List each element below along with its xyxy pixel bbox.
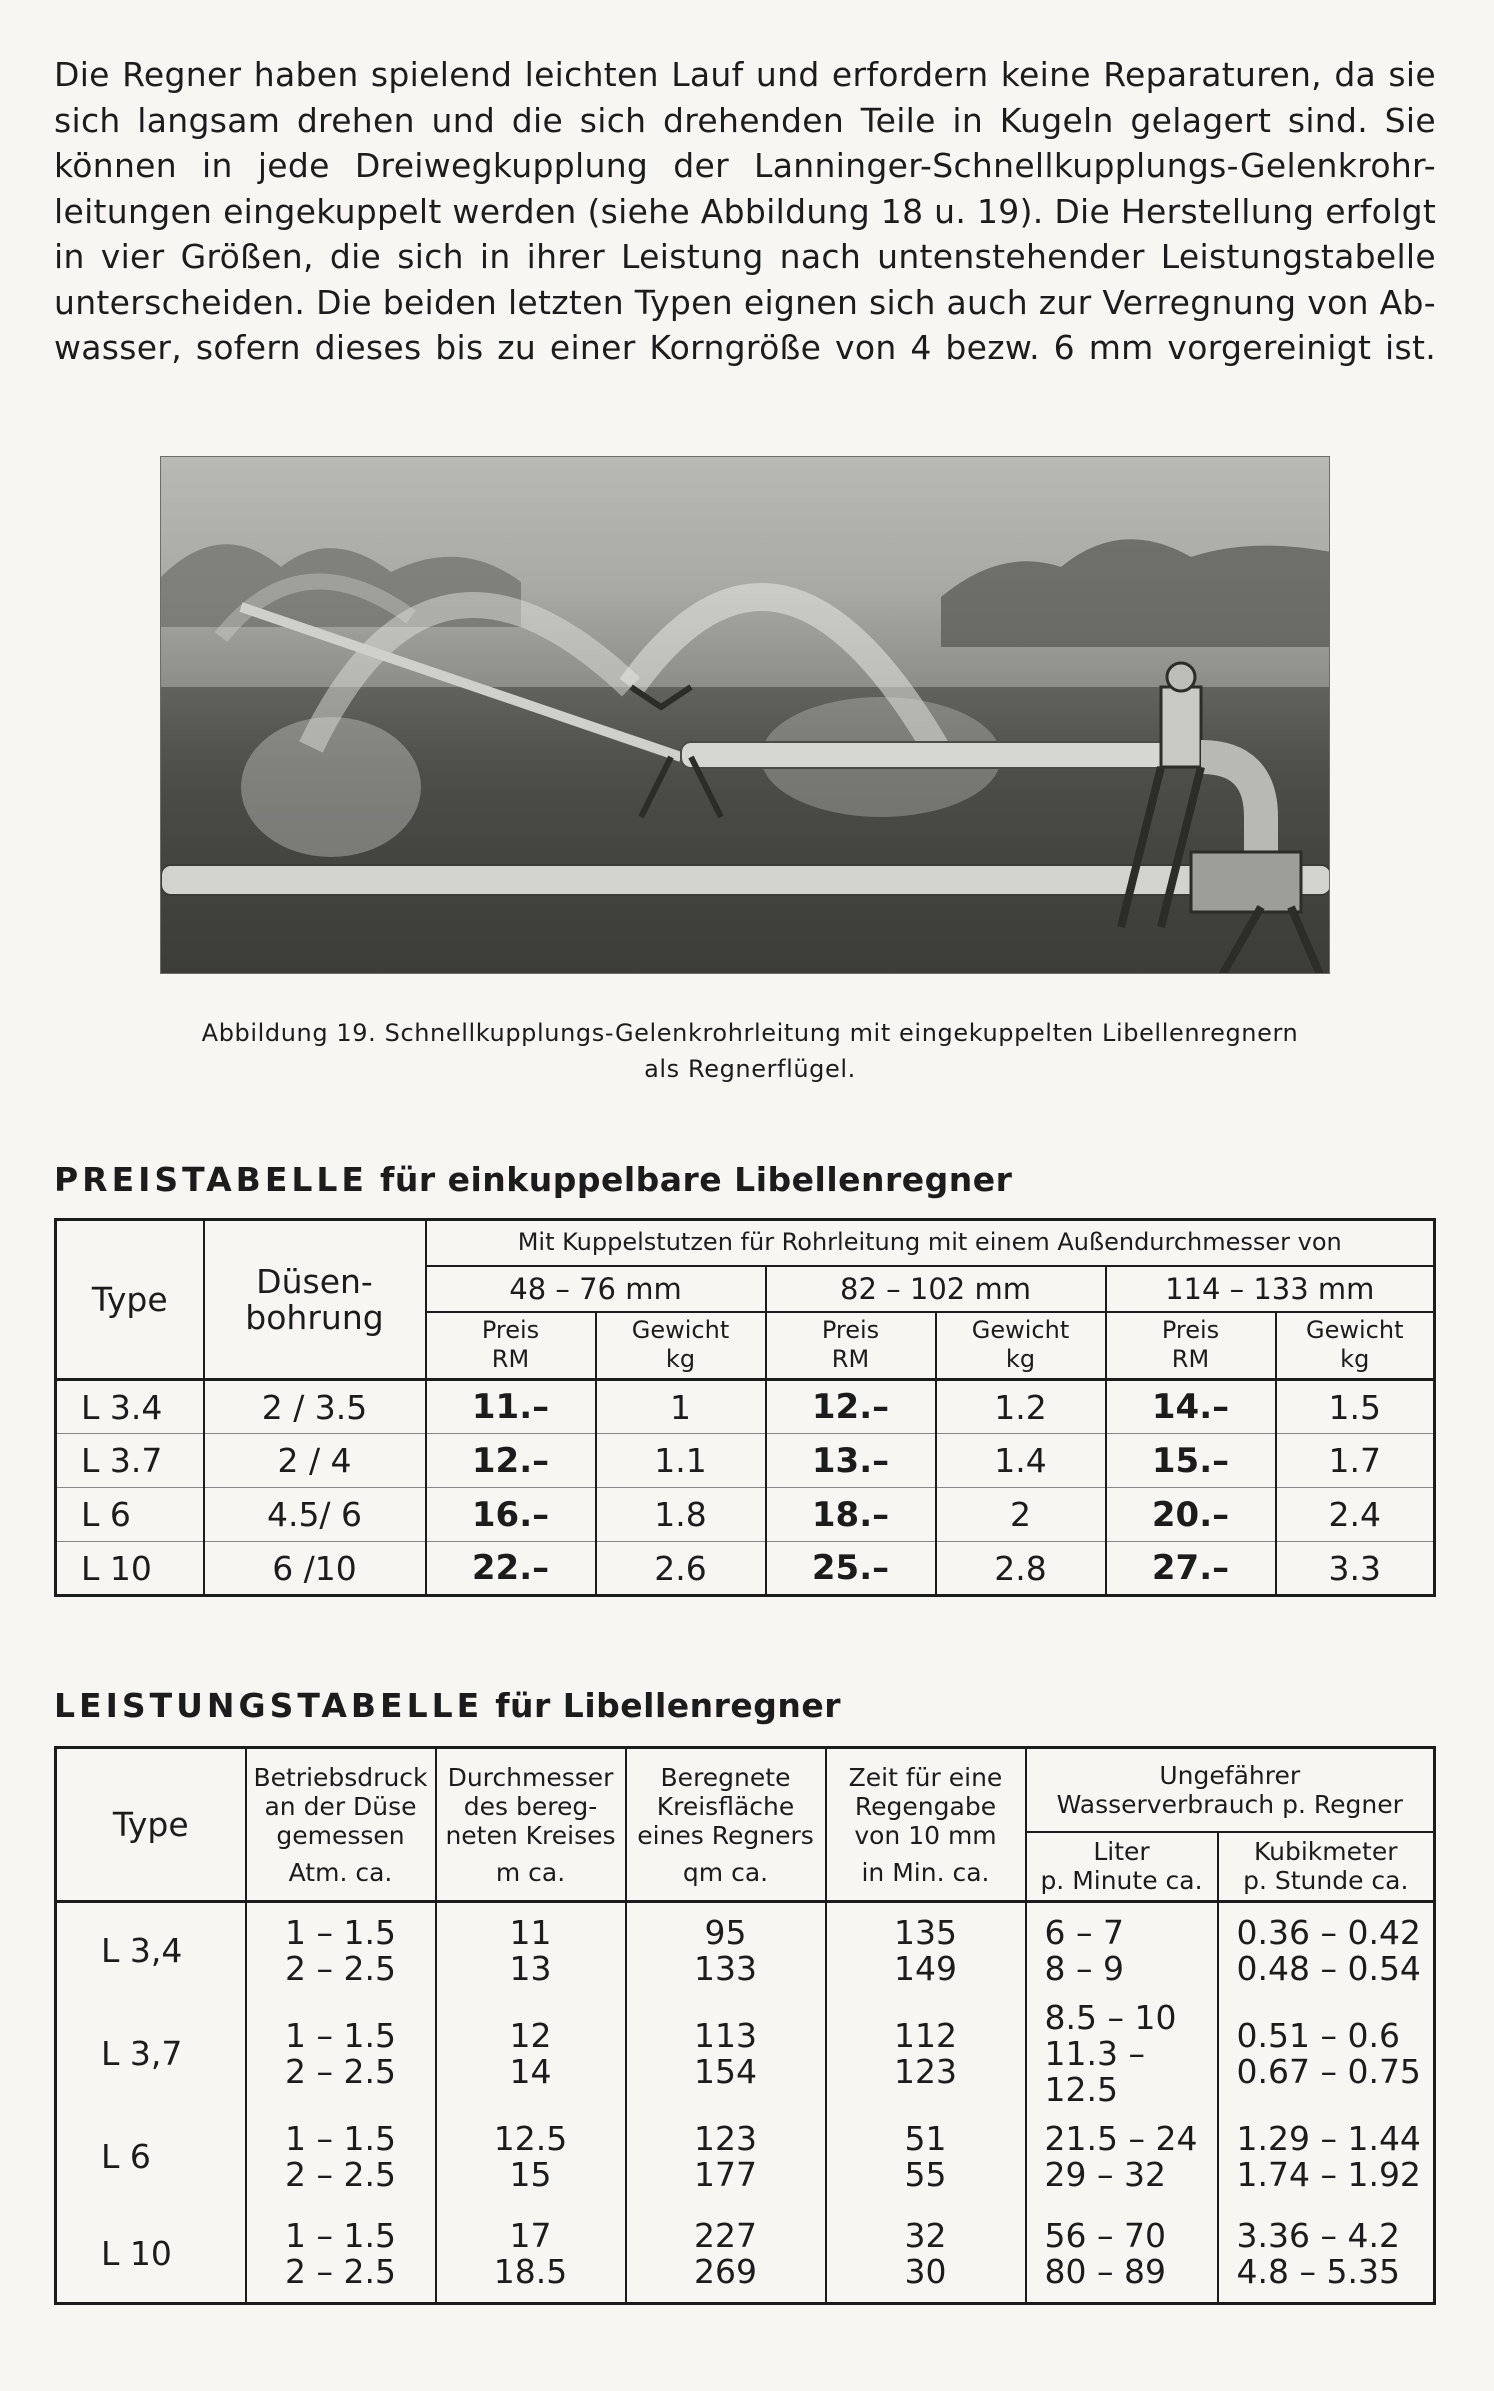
cell-duese: 2 / 4 bbox=[204, 1434, 426, 1488]
cell-value: 154 bbox=[694, 2051, 757, 2091]
sub-preis: Preis RM bbox=[426, 1312, 596, 1380]
cell-flaeche bbox=[626, 2000, 826, 2108]
table-row bbox=[56, 1542, 1435, 1596]
cell-value: 112 bbox=[894, 2015, 957, 2055]
cell-gewicht: 1.4 bbox=[936, 1434, 1106, 1488]
col-druck-unit: Atm. ca. bbox=[288, 1857, 393, 1887]
group-header: 82 – 102 mm bbox=[766, 1266, 1106, 1312]
cell-type: L 6 bbox=[56, 2108, 246, 2206]
cell-type: L 3.7 bbox=[56, 1434, 204, 1488]
col-flaeche-label: Beregnete Kreisfläche eines Regners bbox=[637, 1762, 814, 1850]
cell-duese: 4.5/ 6 bbox=[204, 1488, 426, 1542]
cell-value: 1 – 1.5 bbox=[285, 2015, 396, 2055]
cell-gewicht: 3.3 bbox=[1276, 1542, 1435, 1596]
cell-value: 2 – 2.5 bbox=[285, 2154, 396, 2194]
performance-table-heading-rest: für Libellenregner bbox=[495, 1686, 842, 1725]
cell-liter bbox=[1026, 2206, 1218, 2304]
cell-value: 30 bbox=[904, 2251, 947, 2291]
cell-type: L 10 bbox=[56, 1542, 204, 1596]
caption-line: Abbildung 19. Schnellkupplungs-Gelenkrohrleitung mit eingekuppelten Libellenregnern bbox=[201, 1019, 1299, 1047]
cell-preis: 22.– bbox=[426, 1542, 596, 1596]
cell-value: 123 bbox=[894, 2051, 957, 2091]
col-kubik: Kubikmeter p. Stunde ca. bbox=[1218, 1832, 1435, 1902]
table-row bbox=[56, 1488, 1435, 1542]
intro-line: Die Regner haben spielend leichten Lauf und erfordern keine Reparaturen, da sie bbox=[54, 55, 1436, 94]
cell-value: 1 – 1.5 bbox=[285, 2118, 396, 2158]
cell-durch bbox=[436, 2108, 626, 2206]
col-zeit bbox=[826, 1748, 1026, 1902]
cell-value: 55 bbox=[904, 2154, 947, 2194]
cell-gewicht: 2.6 bbox=[596, 1542, 766, 1596]
cell-preis: 20.– bbox=[1106, 1488, 1276, 1542]
performance-table-heading-caps: LEISTUNGSTABELLE bbox=[54, 1686, 484, 1725]
cell-gewicht: 1.8 bbox=[596, 1488, 766, 1542]
cell-value: 8 – 9 bbox=[1044, 1949, 1124, 1989]
intro-line: unterscheiden. Die beiden letzten Typen eignen sich auch zur Verregnung von Ab- bbox=[54, 282, 1436, 322]
cell-durch bbox=[436, 2000, 626, 2108]
cell-type: L 6 bbox=[56, 1488, 204, 1542]
cell-gewicht: 1.7 bbox=[1276, 1434, 1435, 1488]
performance-table bbox=[54, 1746, 1436, 2305]
cell-liter bbox=[1026, 1997, 1218, 2109]
cell-value: 1 – 1.5 bbox=[285, 1913, 396, 1953]
col-type: Type bbox=[56, 1220, 204, 1380]
intro-line: sich langsam drehen und die sich drehenden Teile in Kugeln gelagert sind. Sie bbox=[54, 100, 1436, 140]
col-druck-label: Betriebsdruck an der Düse gemessen bbox=[253, 1762, 428, 1850]
cell-value: 227 bbox=[694, 2215, 757, 2255]
cell-durch bbox=[436, 2206, 626, 2304]
cell-value: 1.29 – 1.44 bbox=[1236, 2118, 1421, 2158]
cell-value: 11.3 – 12.5 bbox=[1044, 2033, 1145, 2109]
cell-value: 177 bbox=[694, 2154, 757, 2194]
cell-value: 8.5 – 10 bbox=[1044, 1997, 1177, 2037]
photo-caption bbox=[150, 1015, 1350, 1087]
cell-value: 123 bbox=[694, 2118, 757, 2158]
cell-type: L 3.4 bbox=[56, 1380, 204, 1434]
span-header: Mit Kuppelstutzen für Rohrleitung mit einem Außendurchmesser von bbox=[426, 1220, 1435, 1266]
table-row bbox=[56, 1902, 1435, 2000]
cell-value: 12 bbox=[509, 2015, 552, 2055]
cell-value: 0.51 – 0.6 bbox=[1236, 2015, 1400, 2055]
cell-value: 17 bbox=[509, 2215, 552, 2255]
cell-value: 0.36 – 0.42 bbox=[1236, 1913, 1421, 1953]
cell-value: 95 bbox=[704, 1913, 747, 1953]
cell-value: 51 bbox=[904, 2118, 947, 2158]
cell-gewicht: 1.5 bbox=[1276, 1380, 1435, 1434]
cell-gewicht: 2.8 bbox=[936, 1542, 1106, 1596]
cell-preis: 11.– bbox=[426, 1380, 596, 1434]
cell-gewicht: 2 bbox=[936, 1488, 1106, 1542]
col-druck bbox=[246, 1748, 436, 1902]
group-header: 114 – 133 mm bbox=[1106, 1266, 1435, 1312]
cell-value: 12.5 bbox=[493, 2118, 568, 2158]
cell-preis: 25.– bbox=[766, 1542, 936, 1596]
sub-gewicht: Gewicht kg bbox=[596, 1312, 766, 1380]
cell-value: 135 bbox=[894, 1913, 957, 1953]
cell-value: 13 bbox=[509, 1949, 552, 1989]
cell-kubik bbox=[1218, 2206, 1435, 2304]
cell-value: 80 – 89 bbox=[1044, 2251, 1166, 2291]
price-table-heading-rest: für einkuppelbare Libellenregner bbox=[379, 1160, 1013, 1199]
price-table-heading-caps: PREISTABELLE bbox=[54, 1160, 368, 1199]
caption-line: als Regnerflügel. bbox=[644, 1055, 856, 1083]
cell-druck bbox=[246, 1902, 436, 2000]
price-table bbox=[54, 1218, 1436, 1597]
cell-value: 1.74 – 1.92 bbox=[1236, 2154, 1421, 2194]
cell-flaeche bbox=[626, 2206, 826, 2304]
cell-value: 2 – 2.5 bbox=[285, 2251, 396, 2291]
cell-value: 14 bbox=[509, 2051, 552, 2091]
cell-value: 133 bbox=[694, 1949, 757, 1989]
col-durchmesser bbox=[436, 1748, 626, 1902]
col-duese: Düsen- bohrung bbox=[204, 1220, 426, 1380]
cell-value: 2 – 2.5 bbox=[285, 1949, 396, 1989]
cell-value: 4.8 – 5.35 bbox=[1236, 2251, 1400, 2291]
cell-preis: 14.– bbox=[1106, 1380, 1276, 1434]
col-durchmesser-unit: m ca. bbox=[495, 1857, 566, 1887]
sub-preis: Preis RM bbox=[1106, 1312, 1276, 1380]
cell-gewicht: 1.2 bbox=[936, 1380, 1106, 1434]
price-table-heading bbox=[54, 1160, 1012, 1199]
col-type: Type bbox=[56, 1748, 246, 1902]
cell-kubik bbox=[1218, 1902, 1435, 2000]
cell-type: L 10 bbox=[56, 2206, 246, 2304]
cell-druck bbox=[246, 2000, 436, 2108]
sprinkler-photo bbox=[160, 456, 1330, 974]
col-zeit-unit: in Min. ca. bbox=[861, 1857, 990, 1887]
cell-duese: 2 / 3.5 bbox=[204, 1380, 426, 1434]
cell-value: 6 – 7 bbox=[1044, 1913, 1124, 1953]
intro-line: können in jede Dreiwegkupplung der Lanninger-Schnellkupplungs-Gelenkrohr- bbox=[54, 146, 1436, 185]
cell-flaeche bbox=[626, 2108, 826, 2206]
col-liter: Liter p. Minute ca. bbox=[1026, 1832, 1218, 1902]
cell-kubik bbox=[1218, 2000, 1435, 2108]
cell-zeit bbox=[826, 2000, 1026, 2108]
cell-value: 11 bbox=[509, 1913, 552, 1953]
table-row bbox=[56, 1434, 1435, 1488]
table-row bbox=[56, 2000, 1435, 2108]
sub-gewicht: Gewicht kg bbox=[936, 1312, 1106, 1380]
cell-druck bbox=[246, 2206, 436, 2304]
cell-type: L 3,7 bbox=[56, 2000, 246, 2108]
intro-line: leitungen eingekuppelt werden (siehe Abbildung 18 u. 19). Die Herstellung erfolgt bbox=[54, 191, 1437, 231]
cell-flaeche bbox=[626, 1902, 826, 2000]
cell-preis: 13.– bbox=[766, 1434, 936, 1488]
col-flaeche-unit: qm ca. bbox=[682, 1857, 769, 1887]
sprinkler-illustration bbox=[161, 457, 1330, 974]
col-durchmesser-label: Durchmesser des bereg- neten Kreises bbox=[445, 1762, 616, 1850]
cell-preis: 12.– bbox=[766, 1380, 936, 1434]
cell-value: 0.67 – 0.75 bbox=[1236, 2051, 1421, 2091]
cell-preis: 12.– bbox=[426, 1434, 596, 1488]
cell-type: L 3,4 bbox=[56, 1902, 246, 2000]
cell-value: 1 – 1.5 bbox=[285, 2215, 396, 2255]
performance-table-heading bbox=[54, 1686, 841, 1725]
cell-preis: 15.– bbox=[1106, 1434, 1276, 1488]
cell-value: 3.36 – 4.2 bbox=[1236, 2215, 1400, 2255]
col-verbrauch: Ungefährer Wasserverbrauch p. Regner bbox=[1026, 1748, 1435, 1832]
cell-kubik bbox=[1218, 2108, 1435, 2206]
sub-preis: Preis RM bbox=[766, 1312, 936, 1380]
cell-value: 18.5 bbox=[493, 2251, 568, 2291]
cell-druck bbox=[246, 2108, 436, 2206]
cell-value: 21.5 – 24 bbox=[1044, 2118, 1198, 2158]
intro-paragraph bbox=[54, 52, 1436, 371]
cell-gewicht: 2.4 bbox=[1276, 1488, 1435, 1542]
intro-line: wasser, sofern dieses bis zu einer Korngröße von 4 bezw. 6 mm vorgereinigt ist. bbox=[54, 328, 1436, 367]
cell-value: 15 bbox=[509, 2154, 552, 2194]
table-row bbox=[56, 2108, 1435, 2206]
cell-preis: 16.– bbox=[426, 1488, 596, 1542]
cell-gewicht: 1 bbox=[596, 1380, 766, 1434]
sub-gewicht: Gewicht kg bbox=[1276, 1312, 1435, 1380]
col-zeit-label: Zeit für eine Regengabe von 10 mm bbox=[848, 1762, 1003, 1850]
cell-value: 2 – 2.5 bbox=[285, 2051, 396, 2091]
cell-value: 56 – 70 bbox=[1044, 2215, 1166, 2255]
cell-durch bbox=[436, 1902, 626, 2000]
cell-preis: 18.– bbox=[766, 1488, 936, 1542]
cell-preis: 27.– bbox=[1106, 1542, 1276, 1596]
cell-zeit bbox=[826, 1902, 1026, 2000]
intro-line: in vier Größen, die sich in ihrer Leistung nach untenstehender Leistungstabelle bbox=[54, 237, 1436, 276]
group-header: 48 – 76 mm bbox=[426, 1266, 766, 1312]
cell-value: 0.48 – 0.54 bbox=[1236, 1949, 1421, 1989]
cell-value: 269 bbox=[694, 2251, 757, 2291]
cell-liter bbox=[1026, 2108, 1218, 2206]
cell-value: 32 bbox=[904, 2215, 947, 2255]
cell-gewicht: 1.1 bbox=[596, 1434, 766, 1488]
table-row bbox=[56, 1380, 1435, 1434]
cell-value: 149 bbox=[894, 1949, 957, 1989]
cell-duese: 6 /10 bbox=[204, 1542, 426, 1596]
table-row bbox=[56, 2206, 1435, 2304]
cell-zeit bbox=[826, 2108, 1026, 2206]
cell-value: 29 – 32 bbox=[1044, 2154, 1166, 2194]
cell-liter bbox=[1026, 1902, 1218, 2000]
col-flaeche bbox=[626, 1748, 826, 1902]
cell-zeit bbox=[826, 2206, 1026, 2304]
cell-value: 113 bbox=[694, 2015, 757, 2055]
